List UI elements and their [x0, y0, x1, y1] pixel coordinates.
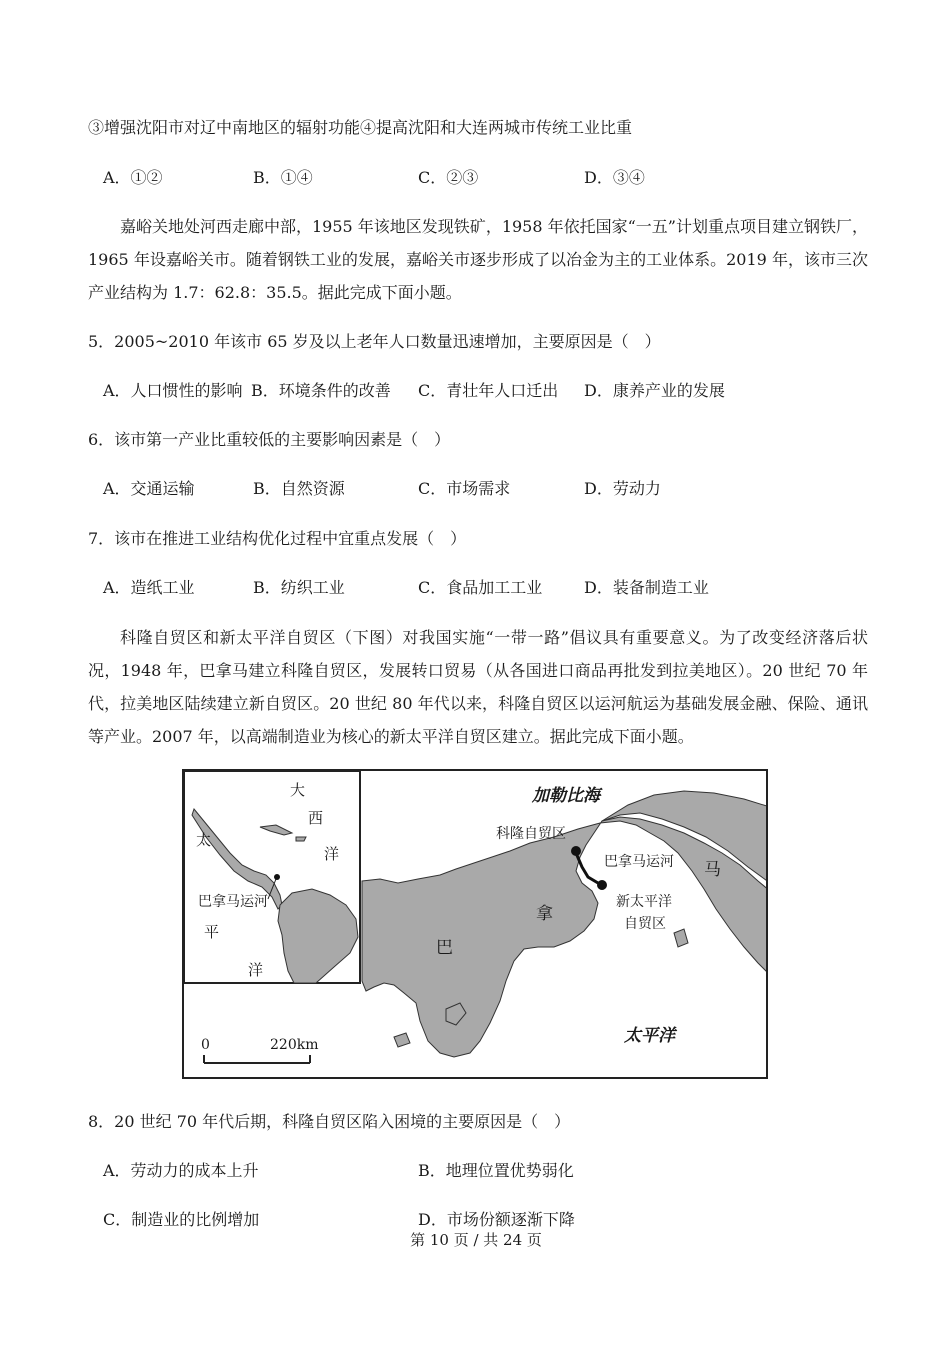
label-panama-canal: 巴拿马运河: [604, 854, 674, 870]
label-ma: 马: [704, 860, 721, 880]
label-colon-ftz: 科隆自贸区: [496, 826, 566, 842]
option-b[interactable]: B．①④: [253, 168, 313, 187]
option-a[interactable]: A．造纸工业: [103, 578, 195, 597]
option-c[interactable]: C．制造业的比例增加: [103, 1210, 260, 1229]
map-drawing: [184, 771, 768, 1079]
island-3: [674, 929, 688, 947]
option-b[interactable]: B．纺织工业: [253, 578, 345, 597]
passage-jiayuguan: 嘉峪关地处河西走廊中部，1955 年该地区发现铁矿，1958 年依托国家“一五”计划重点项目建立钢铁厂，1965 年设嘉峪关市。随着钢铁工业的发展，嘉峪关市逐步形成了以冶金为主的工业体系。2019 年，该市三次产业结构为 1.7：62.8：35.5。据此完成下面小题。: [88, 217, 868, 302]
question-5-stem: 5．2005~2010 年该市 65 岁及以上老年人口数量迅速增加，主要原因是（ ）: [88, 332, 661, 351]
cuba-island: [260, 825, 292, 835]
colon-ftz-marker: [571, 846, 581, 856]
option-b[interactable]: B．自然资源: [253, 479, 345, 498]
option-b[interactable]: B．环境条件的改善: [251, 381, 391, 400]
option-c[interactable]: C．②③: [418, 168, 479, 187]
option-a[interactable]: A．①②: [103, 168, 163, 187]
inset-label-yang-pacific: 洋: [248, 961, 264, 979]
option-d[interactable]: D．劳动力: [584, 479, 661, 498]
option-c[interactable]: C．食品加工工业: [418, 578, 543, 597]
option-a[interactable]: A．人口惯性的影响: [103, 381, 243, 400]
hispaniola-island: [296, 837, 306, 841]
inset-label-tai: 太: [196, 831, 212, 849]
option-c[interactable]: C．青壮年人口迁出: [418, 381, 559, 400]
option-d[interactable]: D．康养产业的发展: [584, 381, 725, 400]
island-2: [394, 1033, 410, 1047]
label-new-pacific: 新太平洋: [616, 894, 672, 910]
passage-panama: 科隆自贸区和新太平洋自贸区（下图）对我国实施“一带一路”倡议具有重要意义。为了改变经济落后状况，1948 年，巴拿马建立科隆自贸区，发展转口贸易（从各国进口商品再批发到拉美地区）。20 世纪 70 年代，拉美地区陆续建立新自贸区。20 世纪 80 年代以来，科隆自贸区以运河航运为基础发展金融、保险、通讯等产业。2007 年，以高端制造业为核心的新太平洋自贸区建立。据此完成下面小题。: [88, 628, 868, 746]
option-b[interactable]: B．地理位置优势弱化: [418, 1161, 574, 1180]
option-c[interactable]: C．市场需求: [418, 479, 511, 498]
option-d[interactable]: D．③④: [584, 168, 645, 187]
question-8-stem: 8．20 世纪 70 年代后期，科隆自贸区陷入困境的主要原因是（ ）: [88, 1112, 571, 1131]
inset-label-ping: 平: [204, 923, 220, 941]
label-pacific-ocean: 太平洋: [624, 1026, 675, 1046]
option-a[interactable]: A．劳动力的成本上升: [103, 1161, 259, 1180]
new-pacific-ftz-marker: [597, 880, 607, 890]
inset-label-xi: 西: [308, 809, 324, 827]
inset-label-da: 大: [290, 781, 306, 799]
label-na: 拿: [536, 904, 553, 924]
option-a[interactable]: A．交通运输: [103, 479, 195, 498]
option-d[interactable]: D．装备制造工业: [584, 578, 709, 597]
option-line-3-4: ③增强沈阳市对辽中南地区的辐射功能④提高沈阳和大连两城市传统工业比重: [88, 118, 633, 137]
scale-label-distance: 220km: [270, 1037, 319, 1053]
inset-label-canal: 巴拿马运河: [198, 894, 268, 910]
scale-label-zero: 0: [201, 1037, 210, 1053]
panama-land: [362, 817, 768, 1057]
question-7-stem: 7．该市在推进工业结构优化过程中宜重点发展（ ）: [88, 529, 467, 548]
label-ba: 巴: [436, 938, 453, 958]
south-america-land: [278, 889, 358, 983]
panama-map: [182, 769, 768, 1079]
label-caribbean-sea: 加勒比海: [532, 786, 600, 806]
question-6-stem: 6．该市第一产业比重较低的主要影响因素是（ ）: [88, 430, 451, 449]
label-ftz: 自贸区: [624, 916, 666, 932]
canal-marker-dot: [274, 874, 280, 880]
option-d[interactable]: D．市场份额逐渐下降: [418, 1210, 575, 1229]
page-footer: 第 10 页 / 共 24 页: [410, 1231, 542, 1249]
inset-label-yang-atlantic: 洋: [324, 845, 340, 863]
